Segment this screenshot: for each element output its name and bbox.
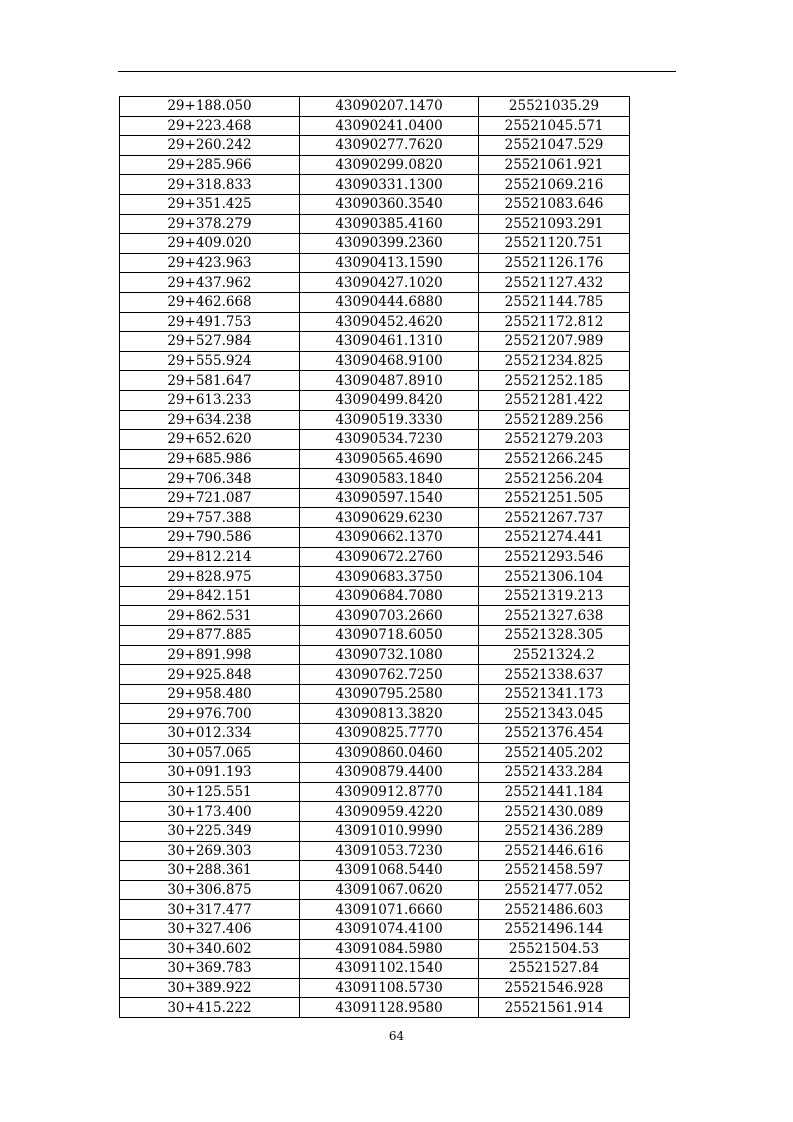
y-coordinate-cell: 25521446.616 — [479, 841, 630, 861]
station-cell: 30+415.222 — [120, 998, 300, 1018]
y-coordinate-cell: 25521458.597 — [479, 861, 630, 881]
table-row — [120, 665, 630, 685]
y-coordinate-cell: 25521252.185 — [479, 371, 630, 391]
station-cell: 29+260.242 — [120, 136, 300, 156]
x-coordinate-cell: 43090519.3330 — [300, 410, 479, 430]
y-coordinate-cell: 25521126.176 — [479, 253, 630, 273]
page-number: 64 — [388, 1029, 405, 1043]
y-coordinate-cell: 25521279.203 — [479, 430, 630, 450]
y-coordinate-cell: 25521546.928 — [479, 978, 630, 998]
station-cell: 29+757.388 — [120, 508, 300, 528]
header-rule — [118, 71, 676, 72]
x-coordinate-cell: 43090813.3820 — [300, 704, 479, 724]
station-cell: 30+389.922 — [120, 978, 300, 998]
table-row — [120, 821, 630, 841]
table-row — [120, 253, 630, 273]
x-coordinate-cell: 43090452.4620 — [300, 312, 479, 332]
table-row — [120, 939, 630, 959]
station-cell: 29+634.238 — [120, 410, 300, 430]
table-row — [120, 292, 630, 312]
table-row — [120, 508, 630, 528]
table-row — [120, 763, 630, 783]
table-row — [120, 802, 630, 822]
station-cell: 29+877.885 — [120, 626, 300, 646]
table-row — [120, 273, 630, 293]
station-cell: 29+685.986 — [120, 449, 300, 469]
station-cell: 29+828.975 — [120, 567, 300, 587]
x-coordinate-cell: 43090683.3750 — [300, 567, 479, 587]
table-row — [120, 469, 630, 489]
x-coordinate-cell: 43090468.9100 — [300, 351, 479, 371]
y-coordinate-cell: 25521266.245 — [479, 449, 630, 469]
table-row — [120, 782, 630, 802]
y-coordinate-cell: 25521441.184 — [479, 782, 630, 802]
coordinate-table — [119, 96, 630, 1018]
x-coordinate-cell: 43090499.8420 — [300, 390, 479, 410]
y-coordinate-cell: 25521069.216 — [479, 175, 630, 195]
x-coordinate-cell: 43090825.7770 — [300, 724, 479, 744]
station-cell: 30+057.065 — [120, 743, 300, 763]
x-coordinate-cell: 43091071.6660 — [300, 900, 479, 920]
x-coordinate-cell: 43090684.7080 — [300, 586, 479, 606]
x-coordinate-cell: 43091102.1540 — [300, 959, 479, 979]
table-row — [120, 214, 630, 234]
table-row — [120, 704, 630, 724]
table-row — [120, 880, 630, 900]
y-coordinate-cell: 25521256.204 — [479, 469, 630, 489]
y-coordinate-cell: 25521343.045 — [479, 704, 630, 724]
x-coordinate-cell: 43090795.2580 — [300, 684, 479, 704]
station-cell: 29+842.151 — [120, 586, 300, 606]
station-cell: 30+306.875 — [120, 880, 300, 900]
x-coordinate-cell: 43090662.1370 — [300, 528, 479, 548]
x-coordinate-cell: 43090718.6050 — [300, 626, 479, 646]
station-cell: 29+862.531 — [120, 606, 300, 626]
y-coordinate-cell: 25521504.53 — [479, 939, 630, 959]
x-coordinate-cell: 43090672.2760 — [300, 547, 479, 567]
y-coordinate-cell: 25521267.737 — [479, 508, 630, 528]
station-cell: 29+351.425 — [120, 194, 300, 214]
x-coordinate-cell: 43091068.5440 — [300, 861, 479, 881]
table-row — [120, 390, 630, 410]
station-cell: 30+091.193 — [120, 763, 300, 783]
y-coordinate-cell: 25521281.422 — [479, 390, 630, 410]
table-row — [120, 567, 630, 587]
y-coordinate-cell: 25521376.454 — [479, 724, 630, 744]
x-coordinate-cell: 43091128.9580 — [300, 998, 479, 1018]
y-coordinate-cell: 25521338.637 — [479, 665, 630, 685]
table-row — [120, 234, 630, 254]
station-cell: 30+369.783 — [120, 959, 300, 979]
table-row — [120, 97, 630, 117]
station-cell: 30+317.477 — [120, 900, 300, 920]
station-cell: 29+555.924 — [120, 351, 300, 371]
table-row — [120, 919, 630, 939]
table-row — [120, 175, 630, 195]
y-coordinate-cell: 25521477.052 — [479, 880, 630, 900]
table-row — [120, 371, 630, 391]
x-coordinate-cell: 43090732.1080 — [300, 645, 479, 665]
table-row — [120, 155, 630, 175]
x-coordinate-cell: 43091010.9990 — [300, 821, 479, 841]
x-coordinate-cell: 43090534.7230 — [300, 430, 479, 450]
table-row — [120, 959, 630, 979]
station-cell: 29+706.348 — [120, 469, 300, 489]
y-coordinate-cell: 25521035.29 — [479, 97, 630, 117]
x-coordinate-cell: 43090629.6230 — [300, 508, 479, 528]
station-cell: 30+288.361 — [120, 861, 300, 881]
station-cell: 29+409.020 — [120, 234, 300, 254]
table-row — [120, 684, 630, 704]
y-coordinate-cell: 25521433.284 — [479, 763, 630, 783]
table-row — [120, 841, 630, 861]
table-row — [120, 528, 630, 548]
x-coordinate-cell: 43091108.5730 — [300, 978, 479, 998]
table-row — [120, 998, 630, 1018]
x-coordinate-cell: 43090385.4160 — [300, 214, 479, 234]
x-coordinate-cell: 43091053.7230 — [300, 841, 479, 861]
y-coordinate-cell: 25521289.256 — [479, 410, 630, 430]
station-cell: 29+378.279 — [120, 214, 300, 234]
y-coordinate-cell: 25521293.546 — [479, 547, 630, 567]
y-coordinate-cell: 25521496.144 — [479, 919, 630, 939]
y-coordinate-cell: 25521405.202 — [479, 743, 630, 763]
table-row — [120, 332, 630, 352]
y-coordinate-cell: 25521561.914 — [479, 998, 630, 1018]
y-coordinate-cell: 25521306.104 — [479, 567, 630, 587]
table-row — [120, 645, 630, 665]
station-cell: 30+012.334 — [120, 724, 300, 744]
station-cell: 30+340.602 — [120, 939, 300, 959]
x-coordinate-cell: 43090583.1840 — [300, 469, 479, 489]
x-coordinate-cell: 43090427.1020 — [300, 273, 479, 293]
table-row — [120, 900, 630, 920]
table-row — [120, 410, 630, 430]
y-coordinate-cell: 25521127.432 — [479, 273, 630, 293]
y-coordinate-cell: 25521436.289 — [479, 821, 630, 841]
station-cell: 29+958.480 — [120, 684, 300, 704]
station-cell: 30+269.303 — [120, 841, 300, 861]
station-cell: 30+327.406 — [120, 919, 300, 939]
x-coordinate-cell: 43090277.7620 — [300, 136, 479, 156]
x-coordinate-cell: 43090241.0400 — [300, 116, 479, 136]
station-cell: 29+976.700 — [120, 704, 300, 724]
y-coordinate-cell: 25521061.921 — [479, 155, 630, 175]
coordinate-table-body — [120, 97, 630, 1018]
x-coordinate-cell: 43090331.1300 — [300, 175, 479, 195]
x-coordinate-cell: 43090912.8770 — [300, 782, 479, 802]
x-coordinate-cell: 43090487.8910 — [300, 371, 479, 391]
x-coordinate-cell: 43090461.1310 — [300, 332, 479, 352]
y-coordinate-cell: 25521341.173 — [479, 684, 630, 704]
station-cell: 30+225.349 — [120, 821, 300, 841]
table-row — [120, 136, 630, 156]
station-cell: 29+527.984 — [120, 332, 300, 352]
x-coordinate-cell: 43090299.0820 — [300, 155, 479, 175]
y-coordinate-cell: 25521093.291 — [479, 214, 630, 234]
station-cell: 29+318.833 — [120, 175, 300, 195]
y-coordinate-cell: 25521324.2 — [479, 645, 630, 665]
x-coordinate-cell: 43090762.7250 — [300, 665, 479, 685]
station-cell: 29+925.848 — [120, 665, 300, 685]
x-coordinate-cell: 43091084.5980 — [300, 939, 479, 959]
station-cell: 29+437.962 — [120, 273, 300, 293]
station-cell: 29+613.233 — [120, 390, 300, 410]
station-cell: 29+812.214 — [120, 547, 300, 567]
table-row — [120, 724, 630, 744]
table-row — [120, 116, 630, 136]
table-row — [120, 861, 630, 881]
station-cell: 29+223.468 — [120, 116, 300, 136]
x-coordinate-cell: 43090565.4690 — [300, 449, 479, 469]
table-row — [120, 547, 630, 567]
y-coordinate-cell: 25521430.089 — [479, 802, 630, 822]
table-row — [120, 449, 630, 469]
table-row — [120, 194, 630, 214]
x-coordinate-cell: 43090444.6880 — [300, 292, 479, 312]
x-coordinate-cell: 43090399.2360 — [300, 234, 479, 254]
table-row — [120, 978, 630, 998]
y-coordinate-cell: 25521144.785 — [479, 292, 630, 312]
x-coordinate-cell: 43090597.1540 — [300, 488, 479, 508]
station-cell: 29+790.586 — [120, 528, 300, 548]
station-cell: 29+423.963 — [120, 253, 300, 273]
x-coordinate-cell: 43090207.1470 — [300, 97, 479, 117]
x-coordinate-cell: 43091067.0620 — [300, 880, 479, 900]
y-coordinate-cell: 25521120.751 — [479, 234, 630, 254]
y-coordinate-cell: 25521083.646 — [479, 194, 630, 214]
x-coordinate-cell: 43090860.0460 — [300, 743, 479, 763]
station-cell: 29+188.050 — [120, 97, 300, 117]
table-row — [120, 586, 630, 606]
table-row — [120, 430, 630, 450]
table-row — [120, 743, 630, 763]
x-coordinate-cell: 43091074.4100 — [300, 919, 479, 939]
x-coordinate-cell: 43090360.3540 — [300, 194, 479, 214]
station-cell: 29+581.647 — [120, 371, 300, 391]
y-coordinate-cell: 25521274.441 — [479, 528, 630, 548]
y-coordinate-cell: 25521045.571 — [479, 116, 630, 136]
y-coordinate-cell: 25521172.812 — [479, 312, 630, 332]
x-coordinate-cell: 43090879.4400 — [300, 763, 479, 783]
x-coordinate-cell: 43090703.2660 — [300, 606, 479, 626]
station-cell: 29+285.966 — [120, 155, 300, 175]
station-cell: 30+125.551 — [120, 782, 300, 802]
y-coordinate-cell: 25521207.989 — [479, 332, 630, 352]
station-cell: 29+491.753 — [120, 312, 300, 332]
y-coordinate-cell: 25521486.603 — [479, 900, 630, 920]
table-row — [120, 312, 630, 332]
station-cell: 30+173.400 — [120, 802, 300, 822]
x-coordinate-cell: 43090413.1590 — [300, 253, 479, 273]
table-row — [120, 488, 630, 508]
y-coordinate-cell: 25521319.213 — [479, 586, 630, 606]
table-row — [120, 626, 630, 646]
station-cell: 29+652.620 — [120, 430, 300, 450]
station-cell: 29+891.998 — [120, 645, 300, 665]
y-coordinate-cell: 25521327.638 — [479, 606, 630, 626]
y-coordinate-cell: 25521234.825 — [479, 351, 630, 371]
station-cell: 29+462.668 — [120, 292, 300, 312]
y-coordinate-cell: 25521047.529 — [479, 136, 630, 156]
y-coordinate-cell: 25521527.84 — [479, 959, 630, 979]
x-coordinate-cell: 43090959.4220 — [300, 802, 479, 822]
y-coordinate-cell: 25521328.305 — [479, 626, 630, 646]
table-row — [120, 351, 630, 371]
table-row — [120, 606, 630, 626]
y-coordinate-cell: 25521251.505 — [479, 488, 630, 508]
station-cell: 29+721.087 — [120, 488, 300, 508]
